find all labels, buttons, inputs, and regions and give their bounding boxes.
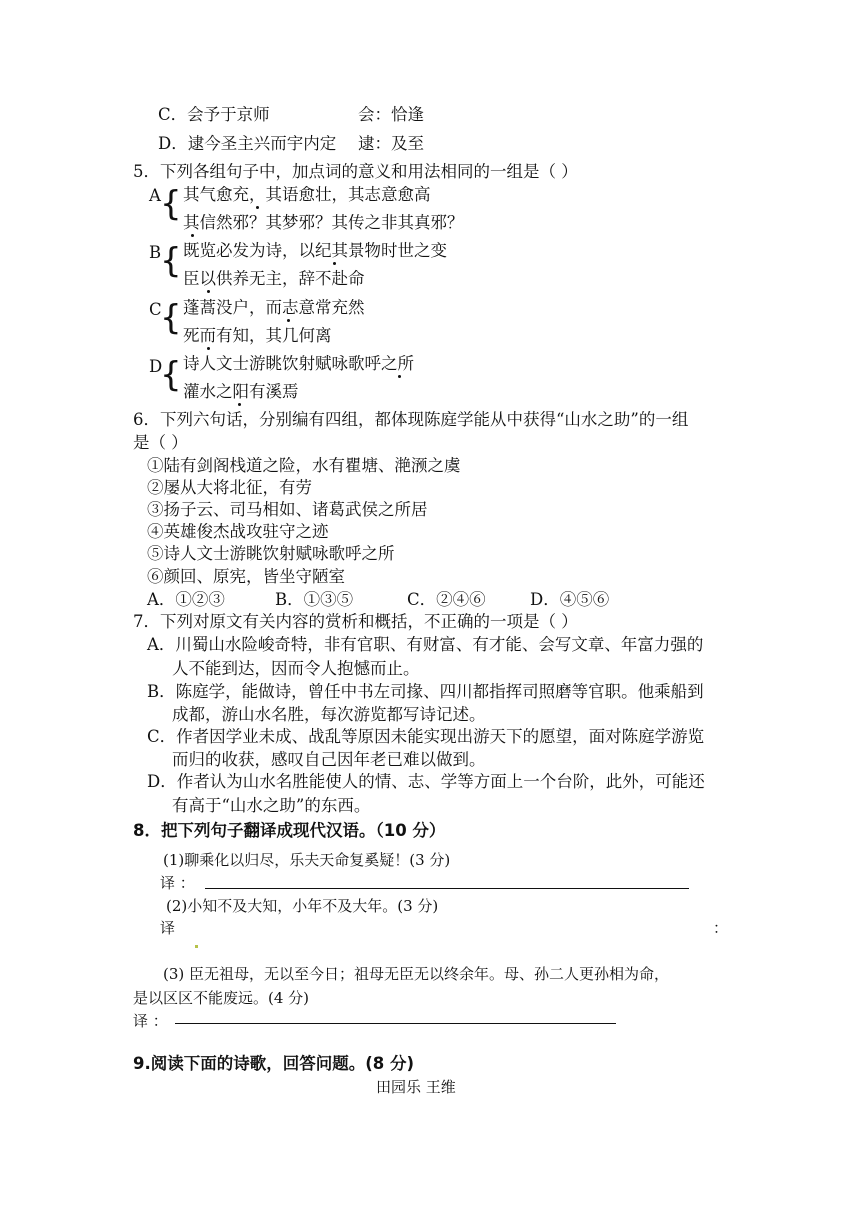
- q8-translation-3-label: 译 ：: [133, 1012, 168, 1030]
- q8-sentence-1: (1)聊乘化以归尽，乐夫天命复奚疑！(3 分): [163, 851, 451, 869]
- q6-option-c: C．②④⑥: [407, 590, 486, 609]
- q4-option-c-sentence: C．会予于京师: [158, 105, 270, 124]
- q6-item-3: ③扬子云、司马相如、诸葛武侯之所居: [147, 500, 428, 519]
- q5-group-d-letter: D: [149, 357, 163, 376]
- q4-option-d-gloss: 逮：及至: [358, 134, 424, 153]
- q8-sentence-2: (2)小知不及大知，小年不及大年。(3 分): [166, 897, 439, 915]
- q6-option-a: A．①②③: [147, 590, 225, 609]
- q5-group-b-line2: 臣以供养无主，辞不赴命: [183, 269, 365, 288]
- q8-translation-1-blank[interactable]: [205, 888, 689, 889]
- q5-group-a-line1: 其气愈充，其语愈壮，其志意愈高: [183, 185, 431, 204]
- q5-group-c-line1: 蓬蒿没户，而志意常充然: [183, 298, 365, 317]
- q6-item-5: ⑤诗人文士游眺饮射赋咏歌呼之所: [147, 544, 395, 563]
- q7-option-a-line2: 人不能到达，因而令人抱憾而止。: [172, 659, 420, 678]
- q9-poem-title: 田园乐 王维: [376, 1078, 456, 1096]
- q7-stem: 7．下列对原文有关内容的赏析和概括，不正确的一项是（ ）: [133, 612, 578, 631]
- q8-translation-2-label: 译: [160, 919, 176, 937]
- q6-item-2: ②屡从大将北征，有劳: [147, 478, 312, 497]
- q5-group-d-brace: {: [160, 355, 182, 395]
- q6-item-6: ⑥颜回、原宪，皆坐守陋室: [147, 567, 345, 586]
- q5-group-d-line2: 灌水之阳有溪焉: [183, 382, 299, 401]
- q5-group-a-line2: 其信然邪？其梦邪？其传之非其真邪？: [183, 213, 464, 232]
- q6-stem-line1: 6．下列六句话，分别编有四组，都体现陈庭学能从中获得“山水之助”的一组: [133, 410, 689, 429]
- q5-group-c-line2: 死而有知，其几何离: [183, 326, 332, 345]
- emphasis-dot: [207, 347, 210, 350]
- q6-item-4: ④英雄俊杰战攻驻守之迹: [147, 522, 329, 541]
- q7-option-d-line2: 有高于“山水之助”的东西。: [172, 796, 371, 815]
- q7-option-a-line1: A．川蜀山水险峻奇特，非有官职、有财富、有才能、会写文章、年富力强的: [147, 635, 704, 654]
- emphasis-dot: [191, 234, 194, 237]
- q7-option-c-line1: C．作者因学业未成、战乱等原因未能实现出游天下的愿望，面对陈庭学游览: [147, 727, 705, 746]
- q5-group-a-brace: {: [160, 184, 182, 224]
- emphasis-dot: [287, 319, 290, 322]
- q7-option-b-line2: 成都，游山水名胜，每次游览都写诗记述。: [172, 705, 486, 724]
- q6-option-b: B．①③⑤: [275, 590, 354, 609]
- q8-sentence-3-line2: 是以区区不能废远。(4 分): [133, 989, 310, 1007]
- q6-item-1: ①陆有剑阁栈道之险，水有瞿塘、滟滪之虞: [147, 456, 461, 475]
- emphasis-dot: [333, 262, 336, 265]
- q5-group-c-letter: C: [149, 300, 162, 319]
- emphasis-dot: [207, 290, 210, 293]
- q7-option-c-line2: 而归的收获，感叹自己因年老已难以做到。: [172, 750, 486, 769]
- q8-sentence-3-line1: (3) 臣无祖母，无以至今日；祖母无臣无以终余年。母、孙二人更孙相为命，: [163, 965, 670, 983]
- q5-group-c-brace: {: [160, 298, 182, 338]
- emphasis-dot: [256, 206, 259, 209]
- q5-group-a-letter: A: [149, 186, 161, 205]
- q5-group-d-line1: 诗人文士游眺饮射赋咏歌呼之所: [183, 354, 414, 373]
- q9-stem: 9.阅读下面的诗歌，回答问题。(8 分): [133, 1054, 415, 1073]
- q6-stem-line2: 是（ ）: [133, 433, 188, 452]
- emphasis-dot: [398, 375, 401, 378]
- q8-stem: 8．把下列句子翻译成现代汉语。（10 分）: [133, 821, 446, 840]
- q8-translation-3-blank[interactable]: [175, 1023, 616, 1024]
- q5-stem: 5．下列各组句子中，加点词的意义和用法相同的一组是（ ）: [133, 162, 578, 181]
- q4-option-d-sentence: D．逮今圣主兴而宇内定: [158, 134, 337, 153]
- q6-option-d: D．④⑤⑥: [530, 590, 610, 609]
- q5-group-b-letter: B: [149, 243, 162, 262]
- stray-mark: [195, 945, 198, 948]
- q7-option-b-line1: B．陈庭学，能做诗，曾任中书左司掾、四川都指挥司照磨等官职。他乘船到: [147, 682, 704, 701]
- emphasis-dot: [238, 403, 241, 406]
- q8-translation-1-label: 译 ：: [160, 874, 195, 892]
- q4-option-c-gloss: 会：恰逢: [358, 105, 424, 124]
- q7-option-d-line1: D．作者认为山水名胜能使人的情、志、学等方面上一个台阶，此外，可能还: [147, 772, 705, 791]
- q8-translation-2-colon: ：: [713, 919, 729, 937]
- q5-group-b-line1: 既览必发为诗，以纪其景物时世之变: [183, 241, 447, 260]
- q5-group-b-brace: {: [160, 241, 182, 281]
